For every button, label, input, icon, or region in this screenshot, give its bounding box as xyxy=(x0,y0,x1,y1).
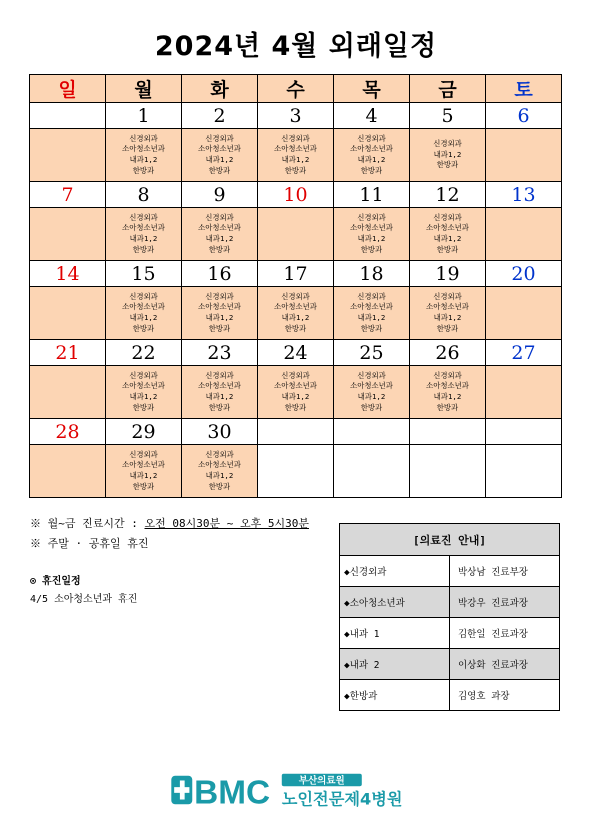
department-line: 소아청소년과 xyxy=(274,302,317,312)
date-cell-fri: 12 xyxy=(410,182,486,208)
staff-row xyxy=(340,587,560,618)
department-line: 소아청소년과 xyxy=(122,302,165,312)
department-line: 한방과 xyxy=(132,244,155,254)
date-cell-thu xyxy=(334,419,410,445)
department-line: 신경외과 xyxy=(205,370,234,380)
schedule-cell xyxy=(334,208,410,261)
department-line: 소아청소년과 xyxy=(350,302,393,312)
department-line: 소아청소년과 xyxy=(198,144,241,154)
department-line: 한방과 xyxy=(132,481,155,491)
date-cell-wed: 3 xyxy=(258,103,334,129)
department-line: 신경외과 xyxy=(433,370,462,380)
weekday-mon: 월 xyxy=(106,75,182,103)
department-line: 한방과 xyxy=(284,165,307,175)
department-line: 신경외과 xyxy=(129,291,158,301)
date-cell-tue: 23 xyxy=(182,340,258,366)
department-line: 내과1,2 xyxy=(281,313,310,322)
date-cell-mon: 1 xyxy=(106,103,182,129)
department-line: 내과1,2 xyxy=(281,392,310,401)
schedule-cell xyxy=(182,129,258,182)
department-line: 내과1,2 xyxy=(129,392,158,401)
schedule-cell xyxy=(30,366,106,419)
weekday-tue: 화 xyxy=(182,75,258,103)
department-line: 신경외과 xyxy=(205,291,234,301)
schedule-cell xyxy=(334,287,410,340)
hours-note xyxy=(30,514,309,534)
calendar-table xyxy=(29,74,562,498)
date-cell-fri: 5 xyxy=(410,103,486,129)
department-line: 한방과 xyxy=(436,323,459,333)
schedule-cell xyxy=(182,445,258,498)
department-line: 신경외과 xyxy=(129,449,158,459)
department-line: 한방과 xyxy=(360,244,383,254)
date-cell-mon: 22 xyxy=(106,340,182,366)
department-line: 소아청소년과 xyxy=(122,144,165,154)
department-line: 소아청소년과 xyxy=(122,223,165,233)
schedule-row xyxy=(30,445,562,498)
logo-mark: BMC xyxy=(194,774,271,810)
date-cell-sat: 27 xyxy=(486,340,562,366)
schedule-cell xyxy=(106,129,182,182)
date-cell-thu: 4 xyxy=(334,103,410,129)
department-line: 신경외과 xyxy=(433,139,462,149)
date-cell-sat: 13 xyxy=(486,182,562,208)
date-cell-sun xyxy=(30,103,106,129)
schedule-cell xyxy=(334,366,410,419)
department-line: 신경외과 xyxy=(129,370,158,380)
date-cell-wed: 17 xyxy=(258,261,334,287)
staff-row xyxy=(340,556,560,587)
department-line: 한방과 xyxy=(436,402,459,412)
schedule-cell xyxy=(486,129,562,182)
schedule-cell xyxy=(258,287,334,340)
department-line: 내과1,2 xyxy=(357,155,386,164)
department-line: 내과1,2 xyxy=(357,234,386,243)
schedule-cell xyxy=(106,366,182,419)
date-cell-sun: 28 xyxy=(30,419,106,445)
department-line: 내과1,2 xyxy=(129,234,158,243)
weekday-sat: 토 xyxy=(486,75,562,103)
date-cell-thu: 11 xyxy=(334,182,410,208)
date-cell-sat: 6 xyxy=(486,103,562,129)
department-line: 내과1,2 xyxy=(281,155,310,164)
schedule-cell xyxy=(182,287,258,340)
date-row xyxy=(30,261,562,287)
department-line: 소아청소년과 xyxy=(274,144,317,154)
closure-heading: ⊙ 휴진일정 xyxy=(30,576,81,587)
department-line: 한방과 xyxy=(208,402,231,412)
schedule-cell xyxy=(30,445,106,498)
schedule-cell xyxy=(30,129,106,182)
department-line: 내과1,2 xyxy=(205,471,234,480)
department-line: 신경외과 xyxy=(281,133,310,143)
staff-doctor: 김한일 진료과장 xyxy=(450,618,560,649)
department-line: 소아청소년과 xyxy=(122,381,165,391)
department-line: 한방과 xyxy=(208,244,231,254)
schedule-cell xyxy=(106,445,182,498)
department-line: 신경외과 xyxy=(205,133,234,143)
department-line: 신경외과 xyxy=(357,212,386,222)
schedule-cell xyxy=(334,129,410,182)
schedule-cell xyxy=(486,287,562,340)
date-cell-wed: 10 xyxy=(258,182,334,208)
staff-row xyxy=(340,618,560,649)
department-line: 소아청소년과 xyxy=(274,381,317,391)
date-cell-mon: 29 xyxy=(106,419,182,445)
department-line: 한방과 xyxy=(284,402,307,412)
department-line: 한방과 xyxy=(208,481,231,491)
department-line: 신경외과 xyxy=(357,291,386,301)
date-cell-wed xyxy=(258,419,334,445)
department-line: 내과1,2 xyxy=(357,313,386,322)
staff-dept: ◆한방과 xyxy=(340,680,450,711)
schedule-cell xyxy=(258,208,334,261)
schedule-cell xyxy=(410,366,486,419)
schedule-cell xyxy=(258,445,334,498)
date-cell-sat xyxy=(486,419,562,445)
staff-dept: ◆내과 1 xyxy=(340,618,450,649)
schedule-cell xyxy=(410,445,486,498)
department-line: 신경외과 xyxy=(281,370,310,380)
date-cell-tue: 30 xyxy=(182,419,258,445)
department-line: 소아청소년과 xyxy=(350,223,393,233)
schedule-row xyxy=(30,208,562,261)
logo-name: 노인전문제4병원 xyxy=(281,789,403,809)
schedule-row xyxy=(30,366,562,419)
date-cell-fri: 19 xyxy=(410,261,486,287)
schedule-cell xyxy=(258,129,334,182)
weekday-header-row xyxy=(30,75,562,103)
clinic-notes xyxy=(30,514,309,554)
date-cell-tue: 16 xyxy=(182,261,258,287)
department-line: 소아청소년과 xyxy=(198,302,241,312)
date-cell-tue: 9 xyxy=(182,182,258,208)
logo-sub: 부산의료원 xyxy=(298,775,345,787)
staff-header: [의료진 안내] xyxy=(340,524,560,556)
date-cell-sun: 7 xyxy=(30,182,106,208)
department-line: 신경외과 xyxy=(129,133,158,143)
date-cell-thu: 25 xyxy=(334,340,410,366)
weekday-thu: 목 xyxy=(334,75,410,103)
department-line: 한방과 xyxy=(360,165,383,175)
staff-row xyxy=(340,680,560,711)
date-cell-sun: 21 xyxy=(30,340,106,366)
date-cell-mon: 8 xyxy=(106,182,182,208)
department-line: 내과1,2 xyxy=(433,149,462,159)
schedule-row xyxy=(30,129,562,182)
department-line: 소아청소년과 xyxy=(198,223,241,233)
department-line: 소아청소년과 xyxy=(198,460,241,470)
department-line: 내과1,2 xyxy=(433,392,462,401)
bmc-logo xyxy=(165,770,430,810)
schedule-row xyxy=(30,287,562,340)
department-line: 내과1,2 xyxy=(129,313,158,322)
schedule-cell xyxy=(410,287,486,340)
department-line: 내과1,2 xyxy=(205,155,234,164)
department-line: 소아청소년과 xyxy=(426,381,469,391)
department-line: 내과1,2 xyxy=(205,234,234,243)
date-cell-thu: 18 xyxy=(334,261,410,287)
schedule-cell xyxy=(30,287,106,340)
department-line: 소아청소년과 xyxy=(350,144,393,154)
closure-item: 4/5 소아청소년과 휴진 xyxy=(30,594,138,605)
date-row xyxy=(30,182,562,208)
department-line: 내과1,2 xyxy=(205,313,234,322)
department-line: 내과1,2 xyxy=(357,392,386,401)
department-line: 신경외과 xyxy=(433,212,462,222)
staff-doctor: 박상남 진료부장 xyxy=(450,556,560,587)
schedule-cell xyxy=(410,129,486,182)
date-cell-mon: 15 xyxy=(106,261,182,287)
date-cell-wed: 24 xyxy=(258,340,334,366)
schedule-cell xyxy=(486,445,562,498)
schedule-cell xyxy=(106,208,182,261)
staff-doctor: 박강우 진료과장 xyxy=(450,587,560,618)
closed-note: ※ 주말 · 공휴일 휴진 xyxy=(30,537,149,550)
schedule-cell xyxy=(182,366,258,419)
page-title: 2024년 4월 외래일정 xyxy=(154,31,438,62)
department-line: 한방과 xyxy=(208,165,231,175)
date-row xyxy=(30,103,562,129)
department-line: 소아청소년과 xyxy=(122,460,165,470)
department-line: 한방과 xyxy=(360,402,383,412)
department-line: 내과1,2 xyxy=(433,313,462,322)
department-line: 내과1,2 xyxy=(129,471,158,480)
date-cell-sun: 14 xyxy=(30,261,106,287)
date-row xyxy=(30,419,562,445)
date-cell-fri xyxy=(410,419,486,445)
department-line: 내과1,2 xyxy=(205,392,234,401)
department-line: 소아청소년과 xyxy=(426,223,469,233)
hours-label: ※ 월~금 진료시간 : xyxy=(30,517,145,530)
department-line: 소아청소년과 xyxy=(198,381,241,391)
schedule-cell xyxy=(410,208,486,261)
schedule-cell xyxy=(106,287,182,340)
department-line: 소아청소년과 xyxy=(426,302,469,312)
department-line: 신경외과 xyxy=(129,212,158,222)
department-line: 한방과 xyxy=(436,160,459,170)
staff-doctor: 김영호 과장 xyxy=(450,680,560,711)
date-cell-sat: 20 xyxy=(486,261,562,287)
weekday-wed: 수 xyxy=(258,75,334,103)
schedule-cell xyxy=(30,208,106,261)
department-line: 신경외과 xyxy=(205,449,234,459)
logo-cross-h xyxy=(174,787,189,793)
staff-dept: ◆신경외과 xyxy=(340,556,450,587)
department-line: 내과1,2 xyxy=(433,234,462,243)
department-line: 소아청소년과 xyxy=(350,381,393,391)
department-line: 신경외과 xyxy=(357,370,386,380)
staff-dept: ◆소아청소년과 xyxy=(340,587,450,618)
date-row xyxy=(30,340,562,366)
department-line: 한방과 xyxy=(208,323,231,333)
staff-doctor: 이상화 진료과장 xyxy=(450,649,560,680)
hours-value: 오전 08시30분 ~ 오후 5시30분 xyxy=(144,517,309,530)
schedule-cell xyxy=(182,208,258,261)
date-cell-tue: 2 xyxy=(182,103,258,129)
weekday-sun: 일 xyxy=(30,75,106,103)
department-line: 내과1,2 xyxy=(129,155,158,164)
department-line: 한방과 xyxy=(132,165,155,175)
department-line: 신경외과 xyxy=(357,133,386,143)
department-line: 신경외과 xyxy=(281,291,310,301)
schedule-cell xyxy=(334,445,410,498)
schedule-cell xyxy=(258,366,334,419)
staff-row xyxy=(340,649,560,680)
schedule-cell xyxy=(486,366,562,419)
staff-dept: ◆내과 2 xyxy=(340,649,450,680)
closure-schedule xyxy=(30,573,137,609)
schedule-cell xyxy=(486,208,562,261)
department-line: 한방과 xyxy=(360,323,383,333)
weekday-fri: 금 xyxy=(410,75,486,103)
date-cell-fri: 26 xyxy=(410,340,486,366)
department-line: 한방과 xyxy=(132,402,155,412)
department-line: 신경외과 xyxy=(205,212,234,222)
department-line: 한방과 xyxy=(284,323,307,333)
department-line: 한방과 xyxy=(132,323,155,333)
department-line: 신경외과 xyxy=(433,291,462,301)
department-line: 한방과 xyxy=(436,244,459,254)
staff-table xyxy=(339,523,560,711)
